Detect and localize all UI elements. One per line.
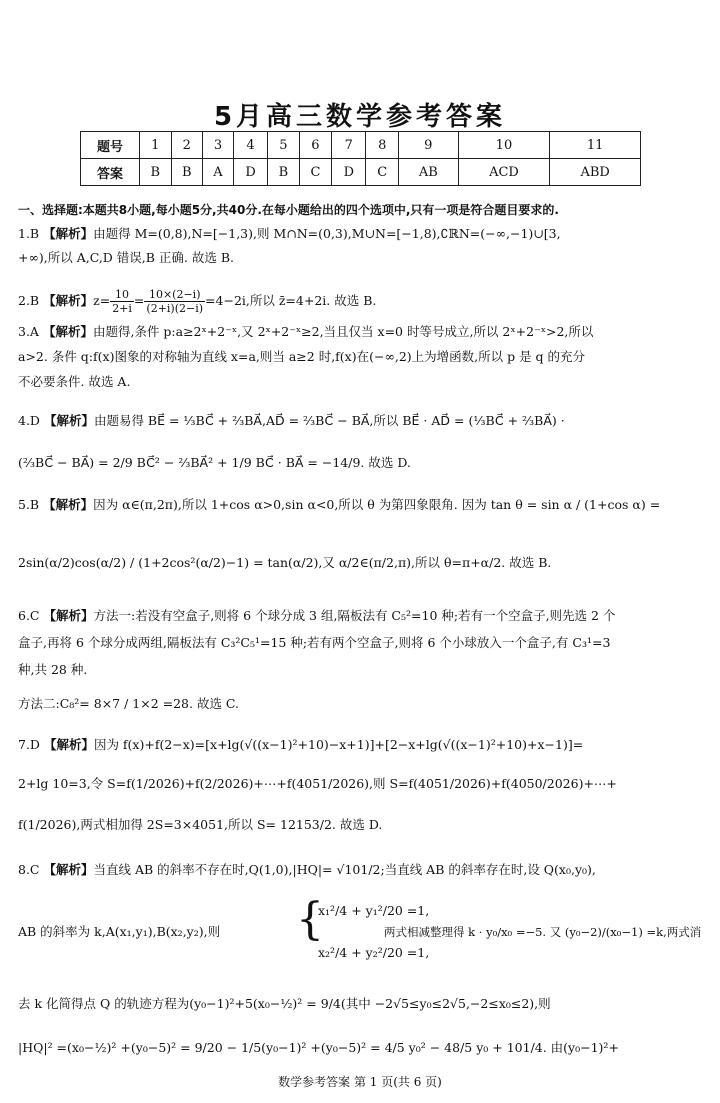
page-footer: 数学参考答案 第 1 页(共 6 页)	[278, 1075, 442, 1089]
q6-line-3: 种,共 28 种.	[18, 662, 88, 677]
question-number: 7	[332, 132, 366, 159]
brace-icon: {	[296, 894, 324, 945]
answer-cell: AB	[399, 159, 459, 186]
q7-line-2: 2+lg 10=3,令 S=f(1/2026)+f(2/2026)+⋯+f(4051/2026),则 S=f(4051/2026)+f(4050/2026)+⋯+	[18, 776, 617, 791]
q8-line-2b: 两式相减整理得 k · y₀/x₀ =−5. 又 (y₀−2)/(x₀−1) =k,两式消	[384, 925, 702, 939]
q7-number: 7.D	[18, 737, 40, 752]
q4-line-2: (⅔BC⃗ − BA⃗) = 2/9 BC⃗² − ⅔BA⃗² + 1/9 BC⃗ · BA⃗ = −14/9. 故选 D.	[18, 455, 411, 470]
q4-text: 由题易得 BE⃗ = ⅓BC⃗ + ⅔BA⃗,AD⃗ = ⅔BC⃗ − BA⃗,所以 BE⃗ · AD⃗ = (⅓BC⃗ + ⅔BA⃗) ·	[93, 413, 565, 428]
q5-text: 因为 α∈(π,2π),所以 1+cos α>0,sin α<0,所以 θ 为第四象限角. 因为 tan θ = sin α / (1+cos α) =	[93, 497, 661, 512]
question-number: 9	[399, 132, 459, 159]
answer-row	[81, 159, 641, 186]
q3-number: 3.A	[18, 324, 39, 339]
question-number-row	[81, 132, 641, 159]
q2-fraction-2	[144, 288, 205, 315]
answer-cell: ABD	[550, 159, 641, 186]
q2-pre: z=	[93, 293, 111, 308]
answer-cell: B	[268, 159, 300, 186]
q8-line-1	[18, 862, 708, 878]
q1-text: 由题得 M=(0,8),N=[−1,3),则 M∩N=(0,3),M∪N=[−1,8),∁ℝN=(−∞,−1)∪[3,	[93, 226, 561, 241]
q6-line-4: 方法二:C₈²= 8×7 / 1×2 =28. 故选 C.	[18, 696, 240, 711]
question-number: 2	[171, 132, 203, 159]
q3-line-2: a>2. 条件 q:f(x)图象的对称轴为直线 x=a,则当 a≥2 时,f(x)在(−∞,2)上为增函数,所以 p 是 q 的充分	[18, 349, 586, 364]
question-number: 6	[299, 132, 332, 159]
q5-line-2: 2sin(α/2)cos(α/2) / (1+2cos²(α/2)−1) = tan(α/2),又 α/2∈(π/2,π),所以 θ=π+α/2. 故选 B.	[18, 555, 552, 570]
analysis-tag: 【解析】	[43, 608, 94, 623]
question-number: 8	[366, 132, 399, 159]
q1-line-1	[18, 226, 708, 242]
q6-line-2: 盒子,再将 6 个球分成两组,隔板法有 C₃²C₅¹=15 种;若有两个空盒子,则将 6 个小球放入一个盒子,有 C₃¹=3	[18, 635, 611, 650]
question-number: 4	[233, 132, 267, 159]
numerator: 10×(2−i)	[144, 288, 205, 302]
q8-number: 8.C	[18, 862, 40, 877]
answer-cell: C	[299, 159, 332, 186]
answer-cell: A	[203, 159, 234, 186]
section-heading: 一、选择题:本题共8小题,每小题5分,共40分.在每小题给出的四个选项中,只有一项是符合题目要求的.	[18, 203, 559, 217]
q5-line-1	[18, 497, 708, 513]
analysis-tag: 【解析】	[43, 413, 94, 428]
q2-number: 2.B	[18, 293, 40, 308]
q2-post: =4−2i,所以 z̄=4+2i. 故选 B.	[205, 293, 377, 308]
q2-eq: =	[133, 293, 145, 308]
analysis-tag: 【解析】	[43, 737, 94, 752]
answer-cell: ACD	[458, 159, 550, 186]
question-number: 3	[203, 132, 234, 159]
denominator: 2+i	[112, 302, 132, 315]
answer-cell: D	[332, 159, 366, 186]
q8-line-3: 去 k 化简得点 Q 的轨迹方程为(y₀−1)²+5(x₀−½)² = 9/4(其中 −2√5≤y₀≤2√5,−2≤x₀≤2),则	[18, 996, 551, 1011]
question-number: 5	[268, 132, 300, 159]
q8-line-4: |HQ|² =(x₀−½)² +(y₀−5)² = 9/20 − 1/5(y₀−1)² +(y₀−5)² = 4/5 y₀² − 48/5 y₀ + 101/4. 由(y₀−1)²+	[18, 1040, 619, 1055]
q5-number: 5.B	[18, 497, 40, 512]
answer-cell: B	[171, 159, 203, 186]
page-title: 5月高三数学参考答案	[213, 102, 507, 132]
question-number: 11	[550, 132, 641, 159]
answer-cell: B	[140, 159, 172, 186]
q6-number: 6.C	[18, 608, 40, 623]
q8-system-eq-1: x₁²/4 + y₁²/20 =1,	[318, 903, 430, 918]
q7-line-3: f(1/2026),两式相加得 2S=3×4051,所以 S= 12153/2. 故选 D.	[18, 817, 383, 832]
denominator: (2+i)(2−i)	[146, 302, 204, 315]
q3-text: 由题得,条件 p:a≥2ˣ+2⁻ˣ,又 2ˣ+2⁻ˣ≥2,当且仅当 x=0 时等号成立,所以 2ˣ+2⁻ˣ>2,所以	[92, 324, 594, 339]
q8-text: 当直线 AB 的斜率不存在时,Q(1,0),|HQ|= √101/2;当直线 AB 的斜率存在时,设 Q(x₀,y₀),	[93, 862, 596, 877]
numerator: 10	[110, 288, 134, 302]
q4-line-1	[18, 413, 708, 429]
q4-number: 4.D	[18, 413, 40, 428]
q7-line-1	[18, 737, 708, 753]
q1-line-2: +∞),所以 A,C,D 错误,B 正确. 故选 B.	[18, 250, 235, 265]
answer-cell: C	[366, 159, 399, 186]
analysis-tag: 【解析】	[43, 862, 94, 877]
q2-fraction-1	[110, 288, 134, 315]
row-label-answer: 答案	[81, 159, 140, 186]
q2-line	[18, 284, 708, 318]
analysis-tag: 【解析】	[43, 293, 94, 308]
analysis-tag: 【解析】	[42, 324, 93, 339]
q3-line-1	[18, 324, 708, 340]
answer-cell: D	[233, 159, 267, 186]
answer-table	[80, 131, 641, 186]
q6-line-1	[18, 608, 708, 624]
q6-text: 方法一:若没有空盒子,则将 6 个球分成 3 组,隔板法有 C₅²=10 种;若有一个空盒子,则先选 2 个	[93, 608, 616, 623]
question-number: 1	[140, 132, 172, 159]
analysis-tag: 【解析】	[43, 497, 94, 512]
q7-text: 因为 f(x)+f(2−x)=[x+lg(√((x−1)²+10)−x+1)]+[2−x+lg(√((x−1)²+10)+x−1)]=	[93, 737, 584, 752]
question-number: 10	[458, 132, 550, 159]
row-label-number: 题号	[81, 132, 140, 159]
q8-system-eq-2: x₂²/4 + y₂²/20 =1,	[318, 945, 430, 960]
q1-number: 1.B	[18, 226, 40, 241]
q3-line-3: 不必要条件. 故选 A.	[18, 374, 131, 389]
q8-line-2a: AB 的斜率为 k,A(x₁,y₁),B(x₂,y₂),则	[18, 924, 221, 939]
analysis-tag: 【解析】	[43, 226, 94, 241]
